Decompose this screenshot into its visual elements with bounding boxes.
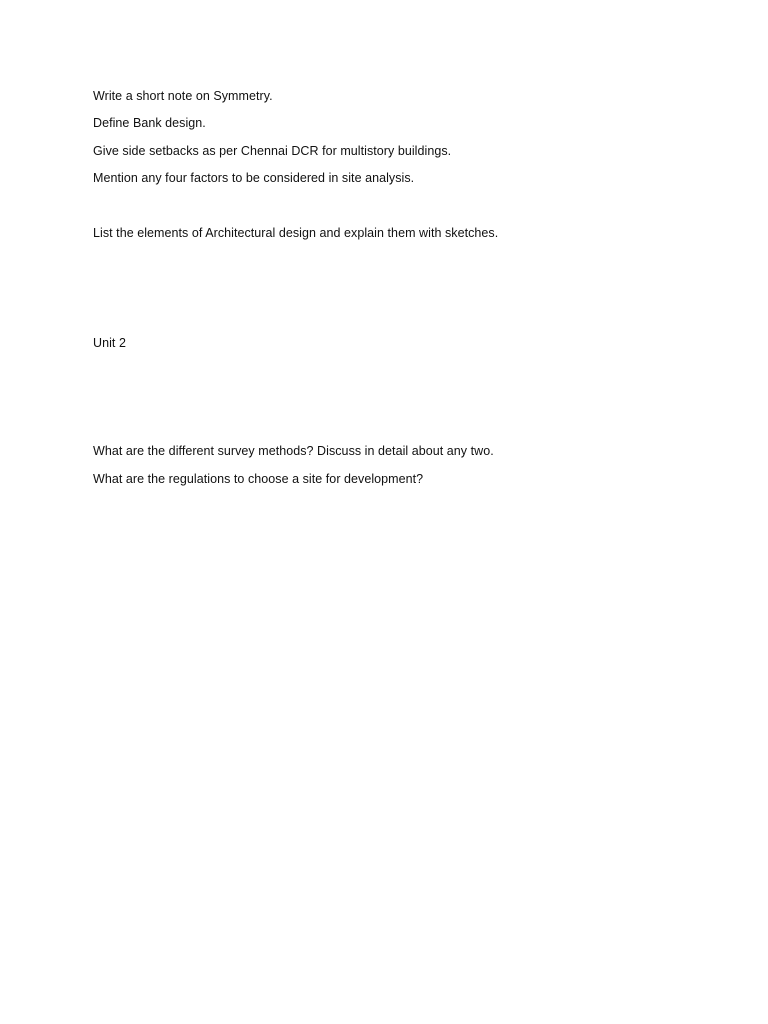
question-side-setbacks: Give side setbacks as per Chennai DCR for multistory buildings.	[93, 144, 452, 158]
question-survey-methods: What are the different survey methods? Discuss in detail about any two.	[93, 444, 494, 458]
question-bank-design: Define Bank design.	[93, 116, 206, 130]
question-site-regulations: What are the regulations to choose a site for development?	[93, 472, 424, 486]
question-symmetry: Write a short note on Symmetry.	[93, 89, 273, 103]
question-site-analysis: Mention any four factors to be considered in site analysis.	[93, 171, 415, 185]
unit-heading: Unit 2	[93, 336, 126, 350]
question-architectural-elements: List the elements of Architectural design and explain them with sketches.	[93, 226, 499, 240]
